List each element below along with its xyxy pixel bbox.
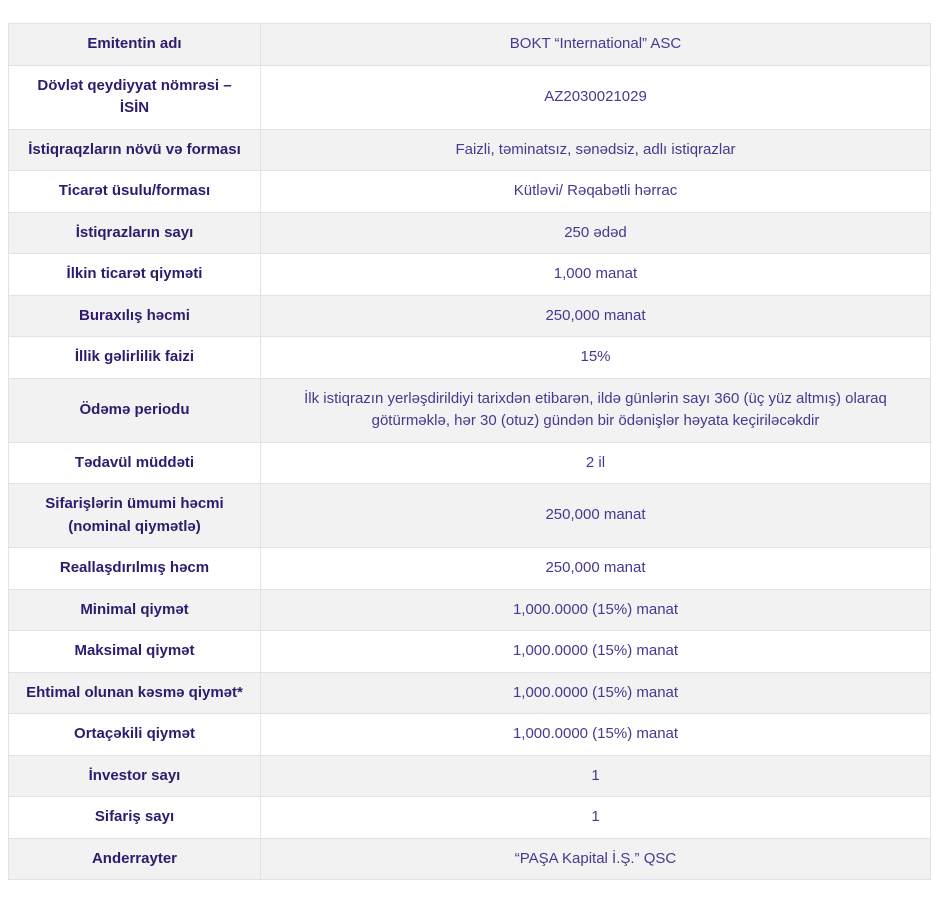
table-row xyxy=(9,797,931,839)
row-label: Buraxılış həcmi xyxy=(9,295,261,337)
row-label: İllik gəlirlilik faizi xyxy=(9,337,261,379)
row-value: 1,000.0000 (15%) manat xyxy=(261,672,931,714)
row-label: Dövlət qeydiyyat nömrəsi – İSİN xyxy=(9,65,261,129)
row-label: Sifariş sayı xyxy=(9,797,261,839)
row-label: Sifarişlərin ümumi həcmi (nominal qiymətlə) xyxy=(9,484,261,548)
table-row xyxy=(9,672,931,714)
row-label: Ticarət üsulu/forması xyxy=(9,171,261,213)
row-value: 1 xyxy=(261,797,931,839)
row-value: 250,000 manat xyxy=(261,484,931,548)
table-row xyxy=(9,129,931,171)
row-value: 1 xyxy=(261,755,931,797)
table-row xyxy=(9,548,931,590)
table-row xyxy=(9,484,931,548)
row-value: 2 il xyxy=(261,442,931,484)
row-label: Reallaşdırılmış həcm xyxy=(9,548,261,590)
table-row xyxy=(9,171,931,213)
table-row xyxy=(9,755,931,797)
table-row xyxy=(9,295,931,337)
table-row xyxy=(9,838,931,880)
row-value: Faizli, təminatsız, sənədsiz, adlı istiqrazlar xyxy=(261,129,931,171)
row-value: 1,000.0000 (15%) manat xyxy=(261,714,931,756)
row-label: Ehtimal olunan kəsmə qiymət* xyxy=(9,672,261,714)
table-row xyxy=(9,337,931,379)
table-row xyxy=(9,65,931,129)
row-label: Minimal qiymət xyxy=(9,589,261,631)
row-label: Ödəmə periodu xyxy=(9,378,261,442)
row-value: 1,000.0000 (15%) manat xyxy=(261,631,931,673)
row-value: 1,000 manat xyxy=(261,254,931,296)
row-value: BOKT “International” ASC xyxy=(261,24,931,66)
row-label: İstiqrazların sayı xyxy=(9,212,261,254)
table-row xyxy=(9,378,931,442)
row-label: Maksimal qiymət xyxy=(9,631,261,673)
table-row xyxy=(9,212,931,254)
table-row xyxy=(9,442,931,484)
row-label: Tədavül müddəti xyxy=(9,442,261,484)
row-label: Emitentin adı xyxy=(9,24,261,66)
row-value: 250,000 manat xyxy=(261,295,931,337)
table-row xyxy=(9,254,931,296)
table-row xyxy=(9,631,931,673)
row-value: 250,000 manat xyxy=(261,548,931,590)
row-value: “PAŞA Kapital İ.Ş.” QSC xyxy=(261,838,931,880)
table-row xyxy=(9,24,931,66)
row-label: İnvestor sayı xyxy=(9,755,261,797)
table-row xyxy=(9,589,931,631)
row-label: Ortaçəkili qiymət xyxy=(9,714,261,756)
row-value: Kütləvi/ Rəqabətli hərrac xyxy=(261,171,931,213)
issue-table-body xyxy=(9,24,931,880)
row-value: İlk istiqrazın yerləşdirildiyi tarixdən etibarən, ildə günlərin sayı 360 (üç yüz altmış) olaraq götürməklə, hər 30 (otuz) gündən bir ödənişlər həyata keçiriləcəkdir xyxy=(261,378,931,442)
row-label: İstiqraqzların növü və forması xyxy=(9,129,261,171)
row-value: 1,000.0000 (15%) manat xyxy=(261,589,931,631)
bond-issue-table xyxy=(8,23,931,880)
row-value: 15% xyxy=(261,337,931,379)
table-row xyxy=(9,714,931,756)
row-label: Anderrayter xyxy=(9,838,261,880)
row-label: İlkin ticarət qiyməti xyxy=(9,254,261,296)
row-value: 250 ədəd xyxy=(261,212,931,254)
row-value: AZ2030021029 xyxy=(261,65,931,129)
